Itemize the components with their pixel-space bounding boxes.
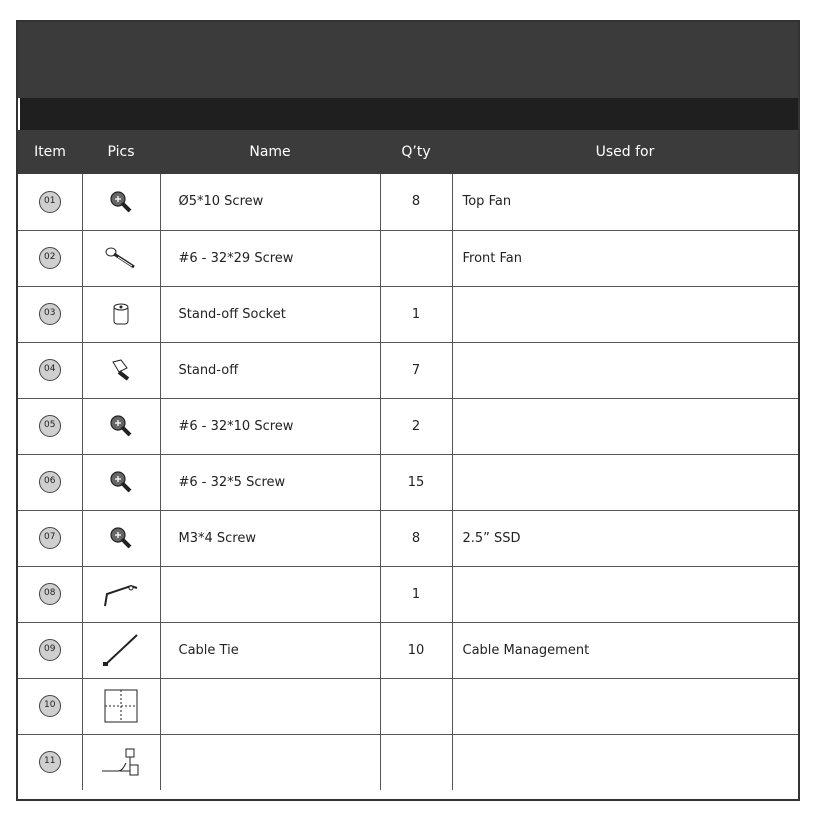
item-number: 03 <box>39 303 61 325</box>
qty-cell <box>380 678 452 734</box>
name-cell: #6 - 32*10 Screw <box>160 398 380 454</box>
item-number: 10 <box>39 695 61 717</box>
pic-cell <box>82 342 160 398</box>
table-row <box>18 398 798 454</box>
used-for-cell <box>452 566 798 622</box>
pic-cell <box>82 286 160 342</box>
item-number: 08 <box>39 583 61 605</box>
header-used-for: Used for <box>595 144 655 160</box>
title-band <box>20 98 798 130</box>
item-number: 11 <box>39 751 61 773</box>
table-row <box>18 286 798 342</box>
pad-icon <box>83 688 160 724</box>
item-cell <box>18 622 82 678</box>
item-number: 09 <box>39 639 61 661</box>
long-screw-icon <box>83 245 160 271</box>
pic-cell <box>82 734 160 790</box>
used-for-cell <box>452 342 798 398</box>
pic-cell <box>82 398 160 454</box>
qty-cell: 8 <box>380 174 452 230</box>
table-row <box>18 230 798 286</box>
used-for-cell: Cable Management <box>452 622 798 678</box>
qty-cell: 7 <box>380 342 452 398</box>
name-cell <box>160 566 380 622</box>
table-row <box>18 566 798 622</box>
header-item: Item <box>34 144 66 160</box>
item-number: 05 <box>39 415 61 437</box>
name-cell: Stand-off <box>160 342 380 398</box>
item-cell <box>18 230 82 286</box>
header-name: Name <box>249 144 291 160</box>
screw-icon <box>83 470 160 494</box>
header-band <box>18 22 798 98</box>
qty-cell: 15 <box>380 454 452 510</box>
pic-cell <box>82 454 160 510</box>
standoff-icon <box>83 358 160 382</box>
item-number: 07 <box>39 527 61 549</box>
screw-icon <box>83 414 160 438</box>
pic-cell <box>82 174 160 230</box>
used-for-cell <box>452 454 798 510</box>
used-for-cell: 2.5” SSD <box>452 510 798 566</box>
screw-icon <box>83 190 160 214</box>
item-number: 01 <box>39 191 61 213</box>
used-for-cell <box>452 286 798 342</box>
header-pics: Pics <box>107 144 135 160</box>
bracket-icon <box>83 580 160 608</box>
pic-cell <box>82 678 160 734</box>
pic-cell <box>82 566 160 622</box>
name-cell <box>160 678 380 734</box>
item-cell <box>18 398 82 454</box>
table-row <box>18 454 798 510</box>
item-cell <box>18 734 82 790</box>
table-row <box>18 734 798 790</box>
item-cell <box>18 174 82 230</box>
header-qty: Q’ty <box>401 144 431 160</box>
qty-cell <box>380 734 452 790</box>
table-row <box>18 174 798 230</box>
used-for-cell <box>452 398 798 454</box>
name-cell: #6 - 32*29 Screw <box>160 230 380 286</box>
item-cell <box>18 454 82 510</box>
used-for-cell: Front Fan <box>452 230 798 286</box>
item-number: 06 <box>39 471 61 493</box>
item-cell <box>18 342 82 398</box>
cable-tie-icon <box>83 632 160 668</box>
item-cell <box>18 286 82 342</box>
pic-cell <box>82 510 160 566</box>
item-number: 04 <box>39 359 61 381</box>
name-cell: Stand-off Socket <box>160 286 380 342</box>
accessory-table <box>18 174 798 790</box>
name-cell: Cable Tie <box>160 622 380 678</box>
item-cell <box>18 510 82 566</box>
used-for-cell: Top Fan <box>452 174 798 230</box>
qty-cell: 8 <box>380 510 452 566</box>
table-row <box>18 510 798 566</box>
used-for-cell <box>452 678 798 734</box>
qty-cell: 1 <box>380 286 452 342</box>
socket-icon <box>83 301 160 327</box>
table-row <box>18 342 798 398</box>
item-cell <box>18 566 82 622</box>
name-cell <box>160 734 380 790</box>
used-for-cell <box>452 734 798 790</box>
table-header <box>18 130 798 174</box>
pic-cell <box>82 230 160 286</box>
name-cell: Ø5*10 Screw <box>160 174 380 230</box>
accessory-table-frame <box>16 20 800 801</box>
screw-icon <box>83 526 160 550</box>
cable-adapter-icon <box>83 745 160 779</box>
table-row <box>18 678 798 734</box>
pic-cell <box>82 622 160 678</box>
item-number: 02 <box>39 247 61 269</box>
item-cell <box>18 678 82 734</box>
table-row <box>18 622 798 678</box>
qty-cell <box>380 230 452 286</box>
name-cell: M3*4 Screw <box>160 510 380 566</box>
qty-cell: 1 <box>380 566 452 622</box>
qty-cell: 10 <box>380 622 452 678</box>
qty-cell: 2 <box>380 398 452 454</box>
name-cell: #6 - 32*5 Screw <box>160 454 380 510</box>
